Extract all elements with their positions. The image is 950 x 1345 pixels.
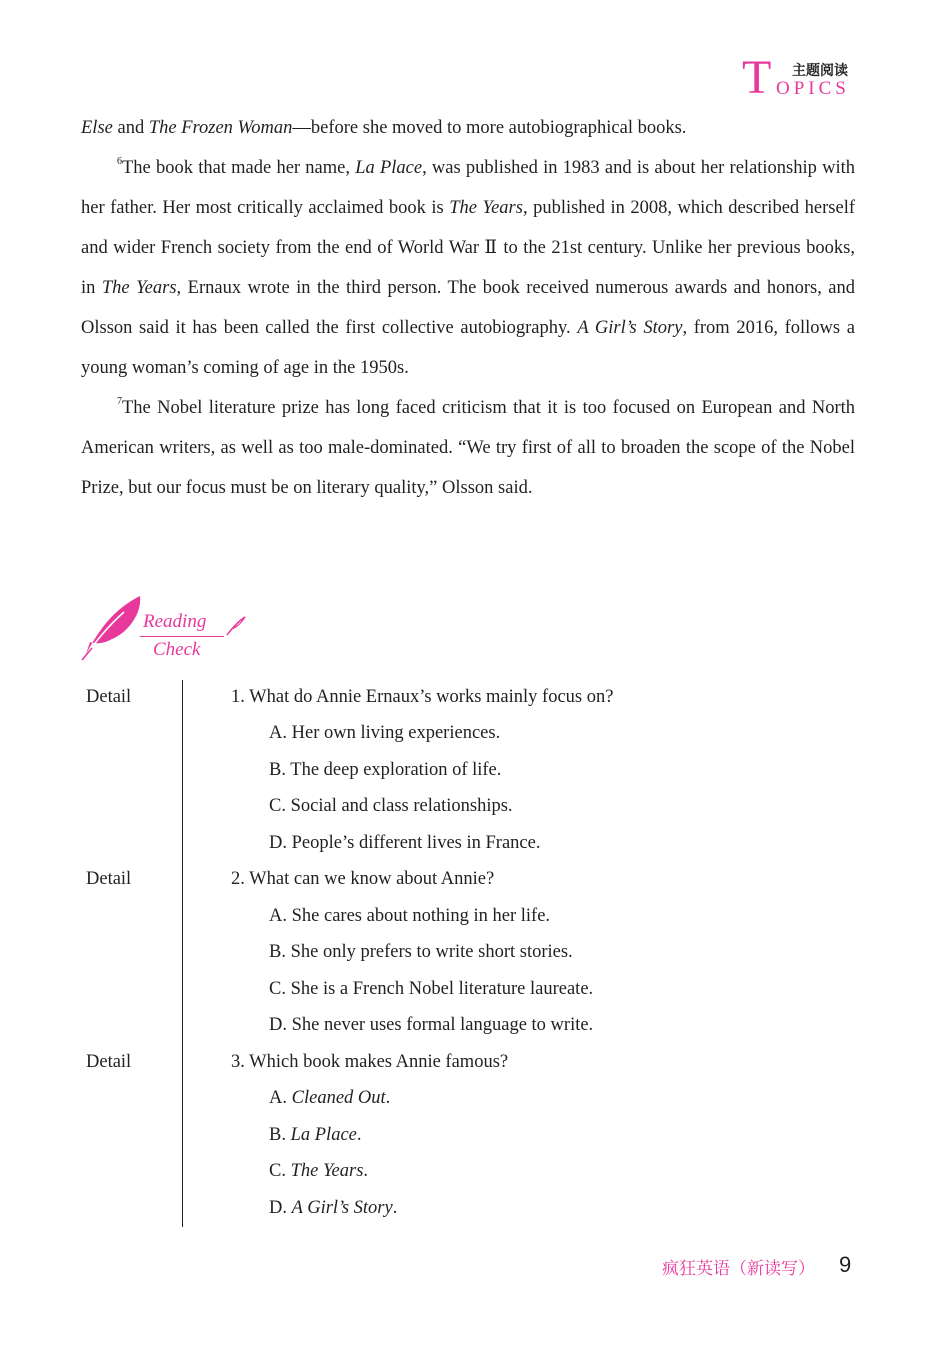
question-1-stem: 1. What do Annie Ernaux’s works mainly focus on? xyxy=(231,687,614,707)
footer-magazine-name: 疯狂英语（新读写） xyxy=(662,1259,815,1279)
question-2-option-a: A. She cares about nothing in her life. xyxy=(269,906,551,926)
question-1-option-c: C. Social and class relationships. xyxy=(269,796,513,816)
feather-icon xyxy=(80,592,150,662)
paragraph-5-end: Else and The Frozen Woman—before she moved to more autobiographical books. xyxy=(81,118,687,138)
paragraph-number: 6 xyxy=(117,156,122,167)
question-2-option-d: D. She never uses formal language to write. xyxy=(269,1015,594,1035)
question-type-divider xyxy=(182,680,183,1227)
topics-logo-letter: T xyxy=(742,51,772,104)
topics-logo-chinese: 主题阅读 xyxy=(792,63,848,79)
question-1-option-b: B. The deep exploration of life. xyxy=(269,760,502,780)
question-2-option-c: C. She is a French Nobel literature laureate. xyxy=(269,979,594,999)
article-body xyxy=(81,108,855,508)
page-number: 9 xyxy=(839,1252,852,1277)
reading-check-badge xyxy=(80,592,250,662)
paragraph-number: 7 xyxy=(117,396,122,407)
question-1-option-a: A. Her own living experiences. xyxy=(269,723,501,743)
paragraph-7: $^7$The Nobel literature prize has long faced criticism that it is too focused on European and North American writers, as well as too male-dominated. “We try first of all to broaden the scope of the Nobel Prize, but our focus must be on literary quality,” Olsson said. xyxy=(81,396,855,498)
reading-check-underline xyxy=(140,636,224,637)
question-2-type: Detail xyxy=(86,869,132,889)
topics-logo-word: OPICS xyxy=(776,78,850,99)
question-2-option-b: B. She only prefers to write short stories. xyxy=(269,942,573,962)
question-3-type: Detail xyxy=(86,1052,132,1072)
question-3-stem: 3. Which book makes Annie famous? xyxy=(231,1052,509,1072)
question-3-option-b: B. La Place. xyxy=(269,1125,362,1145)
quill-pen-icon xyxy=(224,614,248,638)
question-2-stem: 2. What can we know about Annie? xyxy=(231,869,495,889)
reading-check-title-reading: Reading xyxy=(143,611,207,632)
question-1-option-d: D. People’s different lives in France. xyxy=(269,833,541,853)
topics-logo xyxy=(742,51,857,104)
question-3-option-a: A. Cleaned Out. xyxy=(269,1088,391,1108)
question-3-option-c: C. The Years. xyxy=(269,1161,369,1181)
question-3-option-d: D. A Girl’s Story. xyxy=(269,1198,398,1218)
question-1-type: Detail xyxy=(86,687,132,707)
reading-check-title-check: Check xyxy=(153,639,201,660)
paragraph-6: $^6$The book that made her name, La Place, was published in 1983 and is about her relationship with her father. Her most critically acclaimed book is The Years, published in 2008, which described herself and wider French society from the end of World War Ⅱ to the 21st century. Unlike her previous books, in The Years, Ernaux wrote in the third person. The book received numerous awards and honors, and Olsson said it has been called the first collective autobiography. A Girl’s Story, from 2016, follows a young woman’s coming of age in the 1950s. xyxy=(81,156,856,378)
